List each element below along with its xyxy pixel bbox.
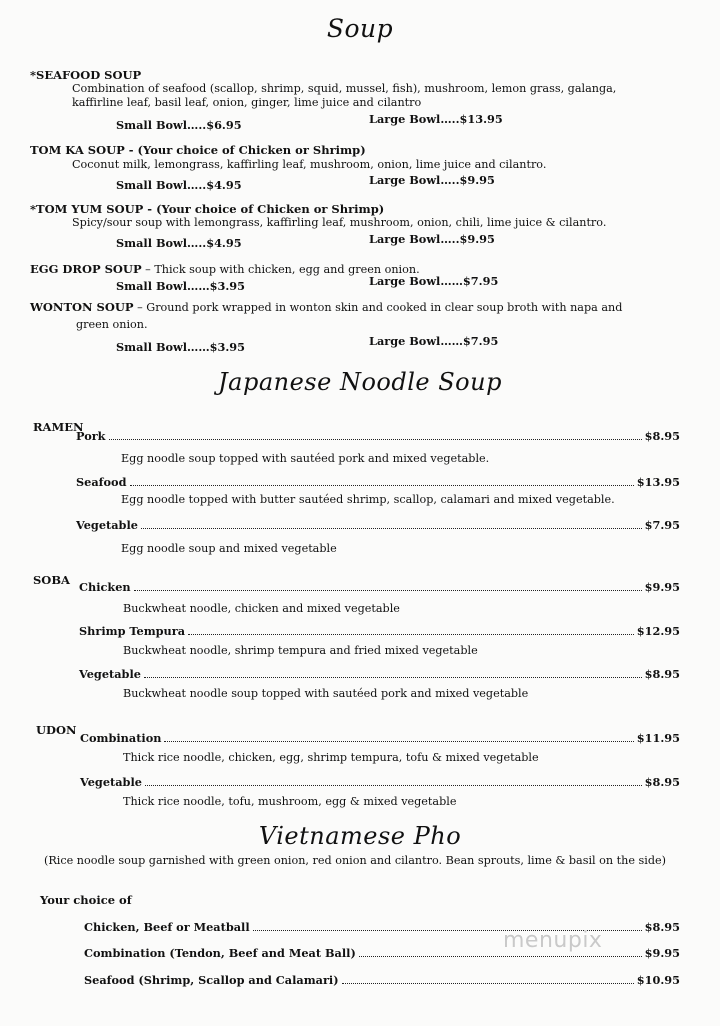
tom-ka-soup-large: Large Bowl…..$9.95 (369, 173, 495, 187)
pho-combination-price: $9.95 (644, 946, 680, 960)
soba-shrimp-tempura-name: Shrimp Tempura (79, 624, 186, 638)
soba-shrimp-tempura-row (79, 624, 680, 638)
pho-note: (Rice noodle soup garnished with green onion, red onion and cilantro. Bean sprouts, lime & basil on the side) (44, 854, 667, 867)
seafood-soup-large: Large Bowl…..$13.95 (369, 112, 503, 126)
udon-combination-desc: Thick rice noodle, chicken, egg, shrimp tempura, tofu & mixed vegetable (123, 751, 539, 764)
ramen-seafood-price: $13.95 (636, 475, 680, 489)
pho-seafood-price: $10.95 (636, 973, 680, 987)
ramen-vegetable-desc: Egg noodle soup and mixed vegetable (121, 542, 337, 555)
wonton-soup-small: Small Bowl……$3.95 (116, 340, 246, 354)
soba-chicken-desc: Buckwheat noodle, chicken and mixed vegetable (123, 602, 400, 615)
tom-yum-soup-large: Large Bowl…..$9.95 (369, 232, 495, 246)
udon-combination-row (80, 731, 680, 745)
pho-choice-label: Your choice of (40, 893, 132, 907)
leader-dots (109, 430, 642, 440)
pho-combination-name: Combination (Tendon, Beef and Meat Ball) (84, 946, 356, 960)
ramen-pork-name: Pork (76, 429, 106, 443)
tom-yum-soup-small: Small Bowl…..$4.95 (116, 236, 242, 250)
soba-heading: SOBA (33, 573, 70, 587)
soba-vegetable-name: Vegetable (79, 667, 141, 681)
wonton-soup-line (30, 300, 622, 315)
soba-chicken-row (79, 580, 680, 594)
wonton-soup-large: Large Bowl……$7.95 (369, 334, 499, 348)
leader-dots (342, 974, 634, 984)
wonton-soup-desc-1: – Ground pork wrapped in wonton skin and cooked in clear soup broth with napa and (133, 301, 623, 314)
seafood-soup-name: *SEAFOOD SOUP (30, 68, 142, 82)
egg-drop-soup-name: EGG DROP SOUP (30, 262, 142, 276)
noodle-title: Japanese Noodle Soup (218, 368, 502, 396)
soup-title: Soup (326, 14, 394, 43)
soba-shrimp-tempura-price: $12.95 (636, 624, 680, 638)
ramen-pork-price: $8.95 (644, 429, 680, 443)
egg-drop-soup-desc: – Thick soup with chicken, egg and green onion. (141, 263, 420, 276)
leader-dots (145, 776, 642, 786)
ramen-seafood-desc: Egg noodle topped with butter sautéed shrimp, scallop, calamari and mixed vegetable. (121, 493, 615, 506)
leader-dots (134, 581, 642, 591)
udon-heading: UDON (36, 723, 77, 737)
leader-dots (144, 668, 642, 678)
pho-chicken-name: Chicken, Beef or Meatball (84, 920, 250, 934)
egg-drop-soup-line (30, 262, 420, 277)
udon-vegetable-desc: Thick rice noodle, tofu, mushroom, egg & mixed vegetable (123, 795, 457, 808)
udon-vegetable-price: $8.95 (644, 775, 680, 789)
pho-title: Vietnamese Pho (258, 822, 462, 850)
tom-ka-soup-name: TOM KA SOUP - (Your choice of Chicken or Shrimp) (30, 143, 366, 157)
egg-drop-soup-large: Large Bowl……$7.95 (369, 274, 499, 288)
soba-chicken-name: Chicken (79, 580, 131, 594)
tom-yum-soup-desc: Spicy/sour soup with lemongrass, kaffirling leaf, mushroom, onion, chili, lime juice & cilantro. (72, 216, 607, 229)
ramen-pork-desc: Egg noodle soup topped with sautéed pork and mixed vegetable. (121, 452, 490, 465)
soba-vegetable-price: $8.95 (644, 667, 680, 681)
soba-chicken-price: $9.95 (644, 580, 680, 594)
udon-vegetable-name: Vegetable (80, 775, 142, 789)
pho-seafood-row (84, 973, 680, 987)
leader-dots (130, 476, 634, 486)
wonton-soup-desc-2: green onion. (76, 318, 148, 331)
menupix-watermark: menupix (503, 928, 603, 953)
udon-vegetable-row (80, 775, 680, 789)
tom-ka-soup-desc: Coconut milk, lemongrass, kaffirling leaf, mushroom, onion, lime juice and cilantro. (72, 158, 547, 171)
leader-dots (164, 732, 633, 742)
tom-yum-soup-name: *TOM YUM SOUP - (Your choice of Chicken or Shrimp) (30, 202, 385, 216)
soba-vegetable-row (79, 667, 680, 681)
seafood-soup-desc-1: Combination of seafood (scallop, shrimp, squid, mussel, fish), mushroom, lemon grass, galanga, (72, 82, 617, 95)
pho-chicken-price: $8.95 (644, 920, 680, 934)
pho-seafood-name: Seafood (Shrimp, Scallop and Calamari) (84, 973, 339, 987)
ramen-vegetable-price: $7.95 (644, 518, 680, 532)
seafood-soup-desc-2: kaffirline leaf, basil leaf, onion, ginger, lime juice and cilantro (72, 96, 422, 109)
egg-drop-soup-small: Small Bowl……$3.95 (116, 279, 246, 293)
wonton-soup-name: WONTON SOUP (30, 300, 134, 314)
ramen-vegetable-row (76, 518, 680, 532)
tom-ka-soup-small: Small Bowl…..$4.95 (116, 178, 242, 192)
ramen-vegetable-name: Vegetable (76, 518, 138, 532)
ramen-seafood-name: Seafood (76, 475, 127, 489)
udon-combination-price: $11.95 (636, 731, 680, 745)
leader-dots (141, 519, 642, 529)
seafood-soup-small: Small Bowl…..$6.95 (116, 118, 242, 132)
soba-shrimp-tempura-desc: Buckwheat noodle, shrimp tempura and fried mixed vegetable (123, 644, 478, 657)
ramen-heading: RAMEN (33, 420, 84, 434)
leader-dots (188, 625, 634, 635)
soba-vegetable-desc: Buckwheat noodle soup topped with sautéed pork and mixed vegetable (123, 687, 529, 700)
ramen-pork-row (76, 429, 680, 443)
ramen-seafood-row (76, 475, 680, 489)
udon-combination-name: Combination (80, 731, 162, 745)
